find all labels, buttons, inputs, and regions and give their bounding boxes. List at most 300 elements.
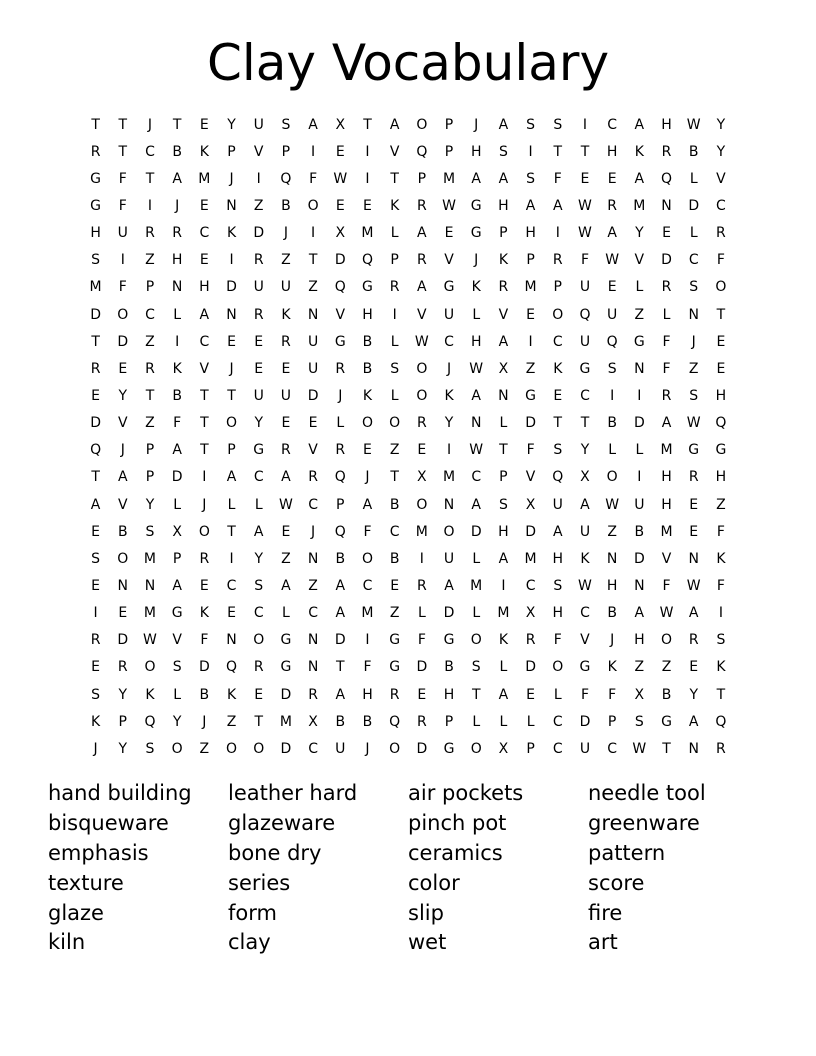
grid-letter: I — [555, 225, 560, 242]
grid-letter: K — [580, 550, 590, 567]
word-list — [48, 779, 768, 958]
grid-letter: Y — [689, 686, 698, 703]
grid-letter: P — [417, 170, 427, 187]
grid-letter: V — [117, 415, 128, 432]
grid-letter: P — [145, 279, 155, 296]
grid-letter: E — [553, 387, 563, 404]
grid-letter: F — [716, 577, 725, 594]
grid-letter: M — [524, 279, 537, 296]
grid-letter: L — [227, 496, 236, 513]
grid-letter: H — [362, 686, 373, 703]
word-list-item: bone dry — [228, 840, 322, 865]
grid-letter: E — [281, 360, 291, 377]
grid-letter: K — [471, 279, 481, 296]
grid-letter: U — [579, 279, 591, 296]
grid-letter: G — [715, 442, 727, 459]
grid-letter: Q — [334, 469, 346, 486]
grid-letter: O — [416, 496, 428, 513]
grid-letter: C — [444, 333, 454, 350]
grid-letter: X — [172, 523, 182, 540]
grid-letter: K — [444, 387, 454, 404]
grid-letter: J — [474, 116, 479, 133]
grid-letter: Y — [580, 442, 590, 459]
grid-letter: M — [415, 523, 428, 540]
grid-letter: O — [715, 279, 727, 296]
grid-letter: U — [335, 740, 346, 757]
word-list-item: pattern — [588, 840, 666, 865]
grid-letter: E — [417, 442, 427, 459]
grid-letter: R — [688, 632, 699, 649]
grid-letter: A — [90, 496, 101, 513]
grid-letter: R — [90, 632, 101, 649]
grid-letter: K — [199, 143, 209, 160]
word-list-item: art — [588, 930, 618, 955]
grid-letter: E — [363, 442, 372, 459]
grid-letter: C — [253, 605, 264, 622]
grid-letter: L — [472, 550, 481, 567]
grid-letter: N — [171, 279, 183, 296]
grid-letter: F — [118, 279, 127, 296]
grid-letter: V — [634, 252, 645, 269]
grid-letter: Z — [389, 605, 400, 622]
grid-letter: R — [281, 333, 291, 350]
grid-letter: F — [118, 197, 127, 214]
grid-letter: O — [416, 116, 428, 133]
grid-letter: V — [498, 306, 509, 323]
grid-letter: R — [172, 225, 183, 242]
grid-letter: W — [469, 360, 484, 377]
grid-letter: G — [90, 197, 102, 214]
grid-letter: Z — [308, 577, 318, 594]
grid-letter: Y — [118, 740, 128, 757]
word-list-item: wet — [408, 930, 447, 955]
grid-letter: K — [362, 387, 373, 404]
grid-letter: G — [579, 360, 591, 377]
grid-letter: G — [443, 740, 455, 757]
grid-letter: R — [716, 740, 726, 757]
grid-letter: I — [93, 605, 98, 622]
word-list-item: leather hard — [228, 781, 358, 805]
grid-letter: S — [498, 143, 508, 160]
grid-letter: T — [200, 387, 209, 404]
grid-letter: V — [335, 306, 346, 323]
grid-letter: O — [552, 306, 564, 323]
grid-letter: J — [610, 632, 615, 649]
grid-letter: K — [226, 225, 237, 242]
grid-letter: S — [716, 632, 726, 649]
grid-letter: W — [686, 577, 701, 594]
word-list-item: color — [408, 870, 460, 895]
grid-letter: C — [199, 225, 210, 242]
grid-letter: O — [226, 740, 238, 757]
grid-letter: A — [226, 469, 237, 486]
grid-letter: S — [390, 360, 400, 377]
grid-letter: X — [580, 469, 590, 486]
grid-letter: H — [661, 116, 672, 133]
grid-letter: I — [229, 550, 234, 567]
grid-letter: B — [362, 333, 373, 350]
grid-letter: B — [634, 523, 645, 540]
grid-letter: S — [553, 442, 563, 459]
grid-letter: N — [226, 197, 237, 214]
grid-letter: E — [716, 333, 726, 350]
grid-letter: Z — [145, 252, 155, 269]
grid-letter: Q — [334, 279, 346, 296]
grid-letter: R — [416, 415, 427, 432]
grid-letter: S — [91, 686, 101, 703]
grid-letter: H — [715, 469, 727, 486]
grid-letter: B — [362, 360, 373, 377]
grid-letter: F — [662, 333, 671, 350]
grid-letter: O — [470, 740, 482, 757]
grid-letter: F — [580, 686, 589, 703]
grid-letter: C — [580, 605, 590, 622]
grid-letter: R — [389, 686, 400, 703]
grid-letter: F — [716, 252, 725, 269]
grid-letter: J — [202, 496, 207, 513]
grid-letter: J — [202, 713, 207, 730]
grid-letter: N — [661, 197, 672, 214]
grid-letter: C — [308, 605, 318, 622]
grid-letter: R — [416, 577, 427, 594]
grid-letter: R — [416, 252, 427, 269]
grid-letter: B — [444, 659, 454, 676]
grid-letter: L — [390, 387, 399, 404]
grid-letter: T — [716, 306, 726, 323]
grid-letter: Z — [308, 279, 318, 296]
grid-letter: D — [334, 632, 346, 649]
grid-letter: Z — [199, 740, 210, 757]
grid-letter: H — [470, 333, 482, 350]
grid-letter: T — [200, 415, 209, 432]
grid-letter: R — [145, 360, 155, 377]
grid-letter: X — [308, 713, 318, 730]
grid-letter: H — [525, 225, 536, 242]
grid-letter: C — [226, 577, 237, 594]
grid-letter: J — [311, 523, 316, 540]
grid-letter: C — [145, 306, 155, 323]
grid-letter: Y — [254, 415, 263, 432]
grid-letter: L — [336, 415, 345, 432]
grid-letter: Q — [389, 713, 401, 730]
grid-letter: D — [470, 523, 482, 540]
grid-letter: I — [311, 143, 316, 160]
grid-letter: T — [662, 740, 671, 757]
grid-letter: V — [389, 143, 400, 160]
grid-letter: L — [662, 306, 671, 323]
grid-letter: D — [525, 659, 536, 676]
grid-letter: A — [634, 116, 645, 133]
grid-letter: E — [689, 659, 699, 676]
grid-letter: P — [172, 550, 182, 567]
grid-letter: H — [443, 686, 455, 703]
grid-letter: Z — [716, 496, 726, 513]
grid-letter: F — [553, 632, 562, 649]
grid-letter: L — [526, 713, 535, 730]
grid-letter: G — [389, 632, 401, 649]
grid-letter: H — [498, 197, 509, 214]
grid-letter: L — [472, 306, 481, 323]
grid-letter: K — [91, 713, 101, 730]
grid-letter: C — [552, 333, 563, 350]
grid-letter: G — [90, 170, 102, 187]
grid-letter: B — [199, 686, 210, 703]
grid-letter: Y — [118, 387, 128, 404]
grid-letter: L — [689, 170, 698, 187]
grid-letter: D — [633, 550, 645, 567]
grid-letter: N — [498, 387, 509, 404]
grid-letter: H — [661, 469, 672, 486]
grid-letter: M — [143, 605, 157, 622]
grid-letter: P — [499, 469, 508, 486]
grid-letter: X — [335, 225, 346, 242]
grid-letter: M — [361, 605, 374, 622]
grid-letter: A — [199, 306, 210, 323]
grid-letter: H — [552, 550, 564, 567]
grid-letter: R — [90, 143, 101, 160]
grid-letter: C — [389, 523, 400, 540]
word-list-item: greenware — [588, 810, 700, 835]
grid-letter: V — [417, 306, 427, 323]
grid-letter: U — [280, 279, 292, 296]
grid-letter: W — [143, 632, 157, 649]
grid-letter: D — [661, 252, 672, 269]
grid-letter: A — [634, 605, 645, 622]
grid-letter: E — [254, 686, 264, 703]
grid-letter: M — [198, 170, 211, 187]
grid-letter: T — [390, 170, 399, 187]
grid-letter: S — [553, 577, 563, 594]
grid-letter: D — [416, 659, 428, 676]
grid-letter: G — [280, 632, 292, 649]
grid-letter: H — [715, 387, 727, 404]
grid-letter: A — [281, 577, 291, 594]
grid-letter: S — [498, 496, 508, 513]
grid-letter: F — [417, 632, 426, 649]
grid-letter: T — [580, 143, 590, 160]
grid-letter: J — [365, 740, 370, 757]
grid-letter: S — [145, 740, 155, 757]
word-search-grid — [82, 111, 735, 762]
grid-letter: N — [226, 306, 237, 323]
grid-letter: A — [389, 116, 400, 133]
grid-letter: A — [607, 225, 617, 242]
grid-letter: R — [253, 252, 264, 269]
grid-letter: G — [362, 279, 373, 296]
grid-letter: V — [525, 469, 536, 486]
grid-letter: E — [363, 197, 372, 214]
grid-letter: G — [280, 659, 292, 676]
grid-letter: A — [117, 469, 128, 486]
grid-letter: E — [335, 143, 345, 160]
grid-letter: T — [553, 415, 563, 432]
grid-letter: B — [335, 550, 346, 567]
grid-letter: I — [446, 442, 452, 459]
grid-letter: O — [416, 387, 428, 404]
grid-letter: S — [607, 360, 617, 377]
grid-letter: C — [607, 740, 618, 757]
word-list-item: form — [228, 900, 277, 925]
grid-letter: W — [686, 415, 701, 432]
grid-letter: N — [226, 632, 237, 649]
grid-letter: G — [633, 333, 645, 350]
grid-letter: J — [283, 225, 288, 242]
grid-letter: V — [117, 496, 128, 513]
grid-letter: O — [470, 632, 482, 649]
grid-letter: Z — [281, 252, 291, 269]
grid-letter: O — [198, 523, 210, 540]
grid-letter: Z — [281, 550, 291, 567]
grid-letter: A — [688, 605, 699, 622]
grid-letter: Z — [253, 197, 264, 214]
grid-letter: C — [580, 387, 590, 404]
grid-letter: S — [471, 659, 481, 676]
grid-letter: R — [253, 306, 264, 323]
grid-letter: D — [90, 306, 101, 323]
grid-letter: C — [471, 469, 482, 486]
grid-letter: Q — [90, 442, 102, 459]
grid-letter: T — [227, 523, 236, 540]
grid-letter: R — [253, 659, 264, 676]
grid-letter: U — [443, 550, 455, 567]
word-list-item: ceramics — [408, 840, 503, 865]
grid-letter: T — [172, 116, 182, 133]
grid-letter: S — [689, 387, 699, 404]
grid-letter: F — [526, 442, 535, 459]
grid-letter: C — [308, 496, 318, 513]
grid-letter: A — [335, 605, 346, 622]
grid-letter: S — [281, 116, 291, 133]
word-list-item: needle tool — [588, 781, 706, 805]
grid-letter: R — [661, 279, 672, 296]
grid-letter: N — [634, 577, 645, 594]
grid-letter: N — [117, 577, 129, 594]
grid-letter: I — [637, 469, 642, 486]
grid-letter: M — [279, 713, 292, 730]
grid-letter: V — [580, 632, 590, 649]
grid-letter: Q — [334, 523, 346, 540]
grid-letter: J — [147, 116, 153, 133]
grid-letter: G — [389, 659, 401, 676]
grid-letter: R — [661, 387, 672, 404]
grid-letter: K — [634, 143, 644, 160]
grid-letter: K — [498, 252, 508, 269]
grid-letter: O — [171, 740, 183, 757]
grid-letter: X — [417, 469, 427, 486]
grid-letter: L — [472, 713, 481, 730]
grid-letter: T — [91, 333, 100, 350]
grid-letter: W — [578, 197, 592, 214]
grid-letter: G — [443, 632, 455, 649]
grid-letter: B — [335, 713, 346, 730]
grid-letter: N — [307, 659, 319, 676]
grid-letter: Q — [661, 170, 673, 187]
page-title: Clay Vocabulary — [206, 34, 610, 92]
word-list-item: kiln — [48, 930, 86, 955]
grid-letter: C — [716, 197, 726, 214]
grid-letter: F — [118, 170, 127, 187]
grid-letter: M — [660, 442, 673, 459]
grid-letter: I — [528, 143, 533, 160]
grid-letter: V — [199, 360, 210, 377]
grid-letter: E — [91, 387, 101, 404]
grid-letter: U — [443, 306, 455, 323]
grid-letter: K — [145, 686, 155, 703]
grid-letter: D — [443, 605, 455, 622]
grid-letter: H — [171, 252, 183, 269]
grid-letter: R — [688, 469, 699, 486]
grid-letter: B — [117, 523, 128, 540]
grid-letter: J — [175, 197, 180, 214]
grid-letter: U — [634, 496, 645, 513]
grid-letter: M — [633, 197, 646, 214]
grid-letter: T — [91, 469, 100, 486]
grid-letter: G — [470, 197, 482, 214]
grid-letter: W — [469, 442, 484, 459]
grid-letter: X — [498, 740, 509, 757]
grid-letter: M — [89, 279, 102, 296]
grid-letter: E — [254, 360, 264, 377]
grid-letter: L — [635, 442, 644, 459]
grid-letter: C — [525, 577, 536, 594]
grid-letter: N — [443, 496, 455, 513]
grid-letter: M — [361, 225, 374, 242]
grid-letter: Q — [715, 713, 727, 730]
grid-letter: Q — [226, 659, 238, 676]
grid-letter: R — [281, 442, 291, 459]
grid-letter: P — [336, 496, 345, 513]
grid-letter: P — [499, 225, 508, 242]
grid-letter: Y — [716, 116, 726, 133]
grid-letter: V — [716, 170, 726, 187]
grid-letter: N — [470, 415, 482, 432]
grid-letter: W — [605, 496, 620, 513]
word-list-item: texture — [48, 870, 124, 895]
grid-letter: Z — [525, 360, 536, 377]
grid-letter: N — [307, 550, 319, 567]
grid-letter: T — [254, 713, 263, 730]
grid-letter: D — [117, 632, 129, 649]
grid-letter: R — [145, 225, 155, 242]
grid-letter: M — [660, 523, 673, 540]
grid-letter: B — [281, 197, 291, 214]
grid-letter: T — [336, 659, 345, 676]
grid-letter: H — [362, 306, 373, 323]
grid-letter: O — [117, 306, 129, 323]
grid-letter: I — [311, 225, 316, 242]
grid-letter: B — [661, 686, 672, 703]
grid-letter: X — [525, 496, 536, 513]
grid-letter: D — [525, 415, 536, 432]
grid-letter: H — [661, 496, 672, 513]
grid-letter: I — [718, 605, 723, 622]
grid-letter: N — [688, 550, 699, 567]
grid-letter: A — [552, 523, 563, 540]
grid-letter: E — [91, 523, 101, 540]
grid-letter: P — [145, 442, 155, 459]
grid-letter: R — [199, 550, 210, 567]
grid-letter: U — [607, 306, 618, 323]
grid-letter: R — [607, 197, 618, 214]
grid-letter: Q — [416, 143, 428, 160]
grid-letter: I — [175, 333, 180, 350]
grid-letter: D — [525, 523, 536, 540]
grid-letter: J — [93, 740, 98, 757]
grid-letter: E — [281, 523, 291, 540]
grid-letter: E — [390, 577, 400, 594]
grid-letter: F — [309, 170, 318, 187]
grid-letter: K — [390, 197, 400, 214]
